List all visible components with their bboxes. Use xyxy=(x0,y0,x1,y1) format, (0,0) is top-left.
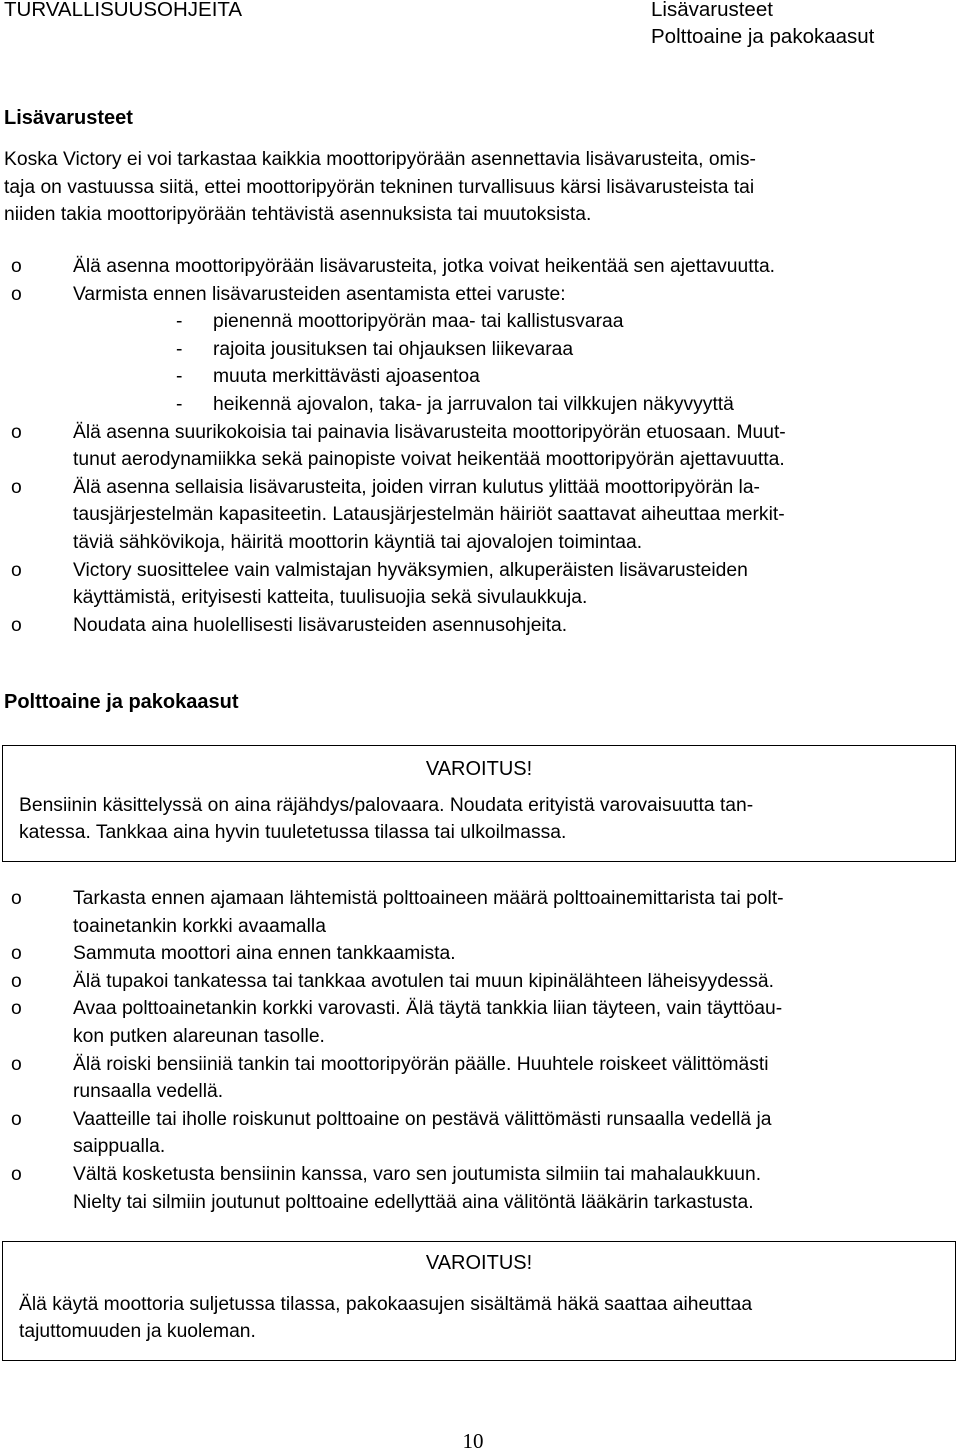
sub-list-item-text: heikennä ajovalon, taka- ja jarruvalon tai vilkkujen näkyvyyttä xyxy=(213,393,734,415)
sub-list-item xyxy=(0,336,870,364)
bullet-marker: o xyxy=(11,559,22,581)
sub-list-item-text: rajoita jousituksen tai ohjauksen liikevaraa xyxy=(213,338,574,360)
warning-line: Älä käytä moottoria suljetussa tilassa, pakokaasujen sisältämä häkä saattaa aiheuttaa xyxy=(19,1293,753,1315)
warning-line: tajuttomuuden ja kuoleman. xyxy=(19,1321,256,1343)
bullet-marker: o xyxy=(11,1108,22,1130)
sub-list-item-text: pienennä moottoripyörän maa- tai kallistusvaraa xyxy=(213,311,624,333)
warning-text xyxy=(19,1291,939,1346)
paragraph-line: Koska Victory ei voi tarkastaa kaikkia moottoripyörään asennettavia lisävarusteita, omis- xyxy=(4,149,756,170)
list-item-text: toainetankin korkki avaamalla xyxy=(73,915,326,937)
list-item xyxy=(0,253,943,281)
list-item-text: runsaalla vedellä. xyxy=(73,1081,224,1103)
section-heading-accessories: Lisävarusteet xyxy=(4,107,133,129)
bullet-marker: o xyxy=(11,1053,22,1075)
list-item-text: Vältä kosketusta bensiinin kanssa, varo sen joutumista silmiin tai mahalaukkuun. xyxy=(73,1163,762,1185)
warning-box xyxy=(2,745,956,862)
list-item-text: Älä tupakoi tankatessa tai tankkaa avotulen tai muun kipinälähteen läheisyydessä. xyxy=(73,970,774,992)
warning-title: VAROITUS! xyxy=(425,758,533,780)
list-item xyxy=(0,419,943,474)
warning-box xyxy=(2,1241,956,1361)
list-item xyxy=(0,1106,943,1161)
list-item xyxy=(0,885,943,940)
list-item xyxy=(0,474,943,557)
list-item-text: Älä roiski bensiiniä tankin tai moottoripyörän päälle. Huuhtele roiskeet välittömästi xyxy=(73,1053,769,1075)
section-running-head xyxy=(651,0,874,50)
warning-line: Bensiinin käsittelyssä on aina räjähdys/palovaara. Noudata erityistä varovaisuutta tan- xyxy=(19,794,754,816)
document-title: TURVALLISUUSOHJEITA xyxy=(4,0,243,21)
warning-text xyxy=(19,792,939,847)
bullet-marker: o xyxy=(11,283,22,305)
sub-list-item xyxy=(0,363,870,391)
running-head-line: Lisävarusteet xyxy=(651,0,773,21)
list-item-text: kon putken alareunan tasolle. xyxy=(73,1025,325,1047)
list-item-text: Victory suosittelee vain valmistajan hyväksymien, alkuperäisten lisävarusteiden xyxy=(73,559,748,581)
list-item-text: Varmista ennen lisävarusteiden asentamista ettei varuste: xyxy=(73,283,566,305)
bullet-marker: o xyxy=(11,970,22,992)
dash-marker: - xyxy=(176,366,183,388)
sub-list-item xyxy=(0,391,870,419)
dash-sub-list xyxy=(0,308,870,418)
list-item-text: Älä asenna moottoripyörään lisävarusteita, jotka voivat heikentää sen ajettavuutta. xyxy=(73,256,776,277)
sub-list-container xyxy=(0,308,870,418)
bullet-marker: o xyxy=(11,943,22,965)
list-item xyxy=(0,940,943,968)
warning-line: katessa. Tankkaa aina hyvin tuuletetussa tilassa tai ulkoilmassa. xyxy=(19,822,567,844)
list-item xyxy=(0,1051,943,1106)
list-item-text: täviä sähkövikoja, häiritä moottorin käyntiä tai ajovalojen toimintaa. xyxy=(73,531,643,553)
paragraph-line: taja on vastuussa siitä, ettei moottoripyörän tekninen turvallisuus kärsi lisävarusteista tai xyxy=(4,176,755,198)
sub-list-item-text: muuta merkittävästi ajoasentoa xyxy=(213,366,480,388)
sub-list-item xyxy=(0,308,870,336)
list-item-text: Älä asenna sellaisia lisävarusteita, joiden virran kulutus ylittää moottoripyörän la- xyxy=(73,476,760,498)
fuel-instructions-list xyxy=(0,885,960,1216)
list-item-text: Noudata aina huolellisesti lisävarusteiden asennusohjeita. xyxy=(73,614,568,636)
list-item-text: Sammuta moottori aina ennen tankkaamista. xyxy=(73,943,456,965)
list-item-text: käyttämistä, erityisesti katteita, tuulisuojia sekä sivulaukkuja. xyxy=(73,587,588,609)
running-head-line: Polttoaine ja pakokaasut xyxy=(651,25,875,48)
paragraph-line: niiden takia moottoripyörään tehtävistä asennuksista tai muutoksista. xyxy=(4,204,592,226)
list-item xyxy=(0,612,943,640)
list-item xyxy=(0,557,943,612)
dash-marker: - xyxy=(176,338,183,360)
list-item-text: Vaatteille tai iholle roiskunut polttoaine on pestävä välittömästi runsaalla vedellä ja xyxy=(73,1108,772,1130)
warning-title: VAROITUS! xyxy=(425,1252,533,1274)
list-item-text: Tarkasta ennen ajamaan lähtemistä polttoaineen määrä polttoainemittarista tai polt- xyxy=(73,888,784,909)
list-item-text: Nielty tai silmiin joutunut polttoaine edellyttää aina välitöntä lääkärin tarkastusta. xyxy=(73,1191,754,1213)
bullet-marker: o xyxy=(11,614,22,636)
list-item-text: Avaa polttoainetankin korkki varovasti. Älä täytä tankkia liian täyteen, vain täyttöau- xyxy=(73,998,783,1020)
bullet-marker: o xyxy=(11,1163,22,1185)
bullet-marker: o xyxy=(11,888,22,909)
intro-paragraph xyxy=(4,146,934,229)
page-number: 10 xyxy=(462,1429,484,1453)
list-item-text: tausjärjestelmän kapasiteetin. Latausjärjestelmän häiriöt saattavat aiheuttaa merkit- xyxy=(73,504,785,526)
list-item xyxy=(0,281,943,309)
page-header xyxy=(0,0,960,56)
bullet-marker: o xyxy=(11,421,22,443)
list-item-text: Älä asenna suurikokoisia tai painavia lisävarusteita moottoripyörän etuosaan. Muut- xyxy=(73,421,786,443)
bullet-marker: o xyxy=(11,476,22,498)
accessory-instructions-list xyxy=(0,253,960,639)
dash-marker: - xyxy=(176,311,183,333)
bullet-marker: o xyxy=(11,998,22,1020)
list-item xyxy=(0,1161,943,1216)
list-item-text: tunut aerodynamiikka sekä painopiste voivat heikentää moottoripyörän ajettavuutta. xyxy=(73,449,785,471)
section-heading-fuel-exhaust: Polttoaine ja pakokaasut xyxy=(4,691,239,713)
list-item-text: saippualla. xyxy=(73,1136,166,1158)
dash-marker: - xyxy=(176,393,183,415)
bullet-marker: o xyxy=(11,256,22,277)
list-item xyxy=(0,995,943,1050)
list-item xyxy=(0,968,943,996)
